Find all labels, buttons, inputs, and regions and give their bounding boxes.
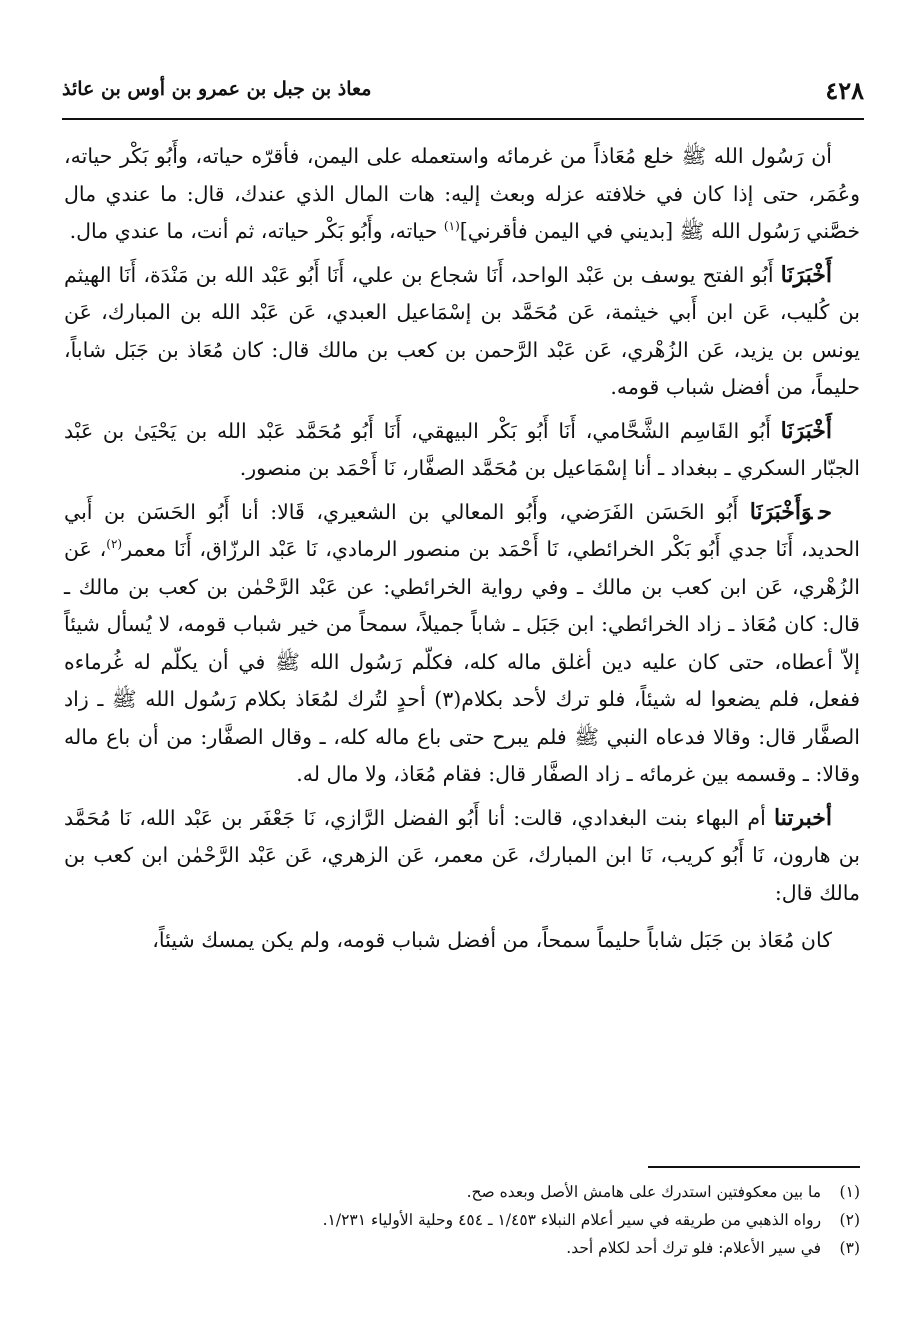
paragraph-text: أَبُو القَاسِم الشَّحَّامي، أَنَا أَبُو بَكْر البيهقي، أَنَا أَبُو مُحَمَّد عَبْد الله بن يَحْيَىٰ بن عَبْد الجبّار السكري ـ ببغداد ـ أنا إسْمَاعيل بن مُحَمَّد الصفَّار، نَا أَحْمَد بن منصور. bbox=[64, 418, 860, 480]
paragraph-text: أَبُو الحَسَن الفَرَضي، وأَبُو المعالي بن الشعيري، قَالا: أنا أَبُو الحَسَن بن أَبي الحديد، أَنَا جدي أَبُو بَكْر الخرائطي، نَا أَحْمَد بن منصور الرمادي، نَا عَبْد الرزّاق، أَنَا معمر bbox=[64, 499, 860, 561]
paragraph bbox=[64, 922, 860, 960]
page-number: ٤٢٨ bbox=[825, 76, 864, 105]
paragraph-text: كان مُعَاذ بن جَبَل شاباً حليماً سمحاً، من أفضل شباب قومه، ولم يكن يمسك شيئاً، bbox=[152, 928, 832, 952]
paragraph bbox=[64, 138, 860, 251]
footnote-text: رواه الذهبي من طريقه في سير أعلام النبلاء ١/٤٥٣ ـ ٤٥٤ وحلية الأولياء ١/٢٣١. bbox=[322, 1211, 822, 1229]
paragraph bbox=[64, 494, 860, 794]
footnote-number: (٢) bbox=[839, 1211, 860, 1229]
footnote-ref: (٢) bbox=[106, 537, 123, 552]
page-header bbox=[62, 76, 864, 112]
paragraph bbox=[64, 413, 860, 488]
header-rule bbox=[62, 118, 864, 120]
isnad-keyword: أَخْبَرَنَا bbox=[780, 261, 832, 288]
isnad-keyword: وَأَخْبَرَنَا bbox=[749, 498, 813, 525]
footnote-text: ما بين معكوفتين استدرك على هامش الأصل وبعده صح. bbox=[466, 1183, 822, 1201]
isnad-keyword: أَخْبَرَنَا bbox=[780, 417, 832, 444]
footnote-ref: (١) bbox=[443, 219, 460, 234]
footnote-text: في سير الأعلام: فلو ترك أحد لكلام أحد. bbox=[566, 1239, 822, 1257]
paragraph-text: أن رَسُول الله ﷺ خلع مُعَاذاً من غرمائه واستعمله على اليمن، فأقرّه حياته، وأَبُو بَكْر حياته، وعُمَر، حتى إذا كان في خلافته عزله وبعث إليه: هات المال الذي عندك، قال: ما عندي مال خصَّني رَسُول الله ﷺ [بديني في اليمن فأقرني] bbox=[64, 144, 860, 243]
body-text bbox=[64, 138, 860, 966]
footnote-rule bbox=[648, 1166, 860, 1168]
isnad-keyword: أخبرتنا bbox=[774, 804, 832, 831]
footnote-number: (٣) bbox=[839, 1239, 860, 1257]
footnote bbox=[64, 1178, 860, 1206]
footnote-number: (١) bbox=[839, 1183, 860, 1201]
paragraph-text-cont: حياته، وأَبُو بَكْر حياته، ثم أنت، ما عندي مال. bbox=[69, 219, 444, 243]
paragraph-text: أَبُو الفتح يوسف بن عَبْد الواحد، أَنَا شجاع بن علي، أَنَا أَبُو عَبْد الله بن مَنْدَة، أَنَا الهيثم بن كُليب، عَن ابن أَبي خيثمة، عَن مُحَمَّد بن إسْمَاعيل العبدي، عَن عَبْد الله بن المبارك، عَن يونس بن يزيد، عَن الزُهْري، عَن عَبْد الرَّحمن بن كعب بن مالك قال: كان مُعَاذ بن جَبَل شاباً، حليماً، من أفضل شباب قومه. bbox=[64, 262, 860, 399]
paragraph bbox=[64, 800, 860, 913]
paragraph-text: أم البهاء بنت البغدادي، قالت: أنا أَبُو الفضل الرَّازي، نَا جَعْفَر بن عَبْد الله، نَا مُحَمَّد بن هارون، نَا أَبُو كريب، نَا ابن المبارك، عَن معمر، عَن الزهري، عَن عَبْد الرَّحْمٰن ابن كعب بن مالك قال: bbox=[64, 805, 860, 905]
footnotes bbox=[64, 1178, 860, 1262]
tahwil-marker: ح bbox=[818, 498, 832, 525]
footnote bbox=[64, 1234, 860, 1262]
footnote bbox=[64, 1206, 860, 1234]
running-title: معاذ بن جبل بن عمرو بن أوس بن عائذ bbox=[62, 78, 372, 100]
paragraph-text-cont: ، عَن الزُهْري، عَن ابن كعب بن مالك ـ وفي رواية الخرائطي: عن عَبْد الرَّحْمٰن بن كعب بن مالك ـ قال: كان مُعَاذ ـ زاد الخرائطي: ابن جَبَل ـ شاباً جميلاً، سمحاً من خير شباب قومه، لا يُسأل شيئاً إلاّ أعطاه، حتى كان عليه دين أغلق ماله كله، فكلّم رَسُول الله ﷺ في أن يكلّم له غُرماءه ففعل، فلم يضعوا له شيئاً، فلو ترك لأحد بكلام(٣) أحدٍ لتُرك لمُعَاذ بكلام رَسُول الله ﷺ ـ زاد الصفَّار قال: وقالا فدعاه النبي ﷺ فلم يبرح حتى باع ماله كله، ـ وقال الصفَّار: من أن باع ماله وقالا: ـ وقسمه بين غرمائه ـ زاد الصفَّار قال: فقام مُعَاذ، ولا مال له. bbox=[64, 537, 860, 786]
paragraph bbox=[64, 257, 860, 407]
